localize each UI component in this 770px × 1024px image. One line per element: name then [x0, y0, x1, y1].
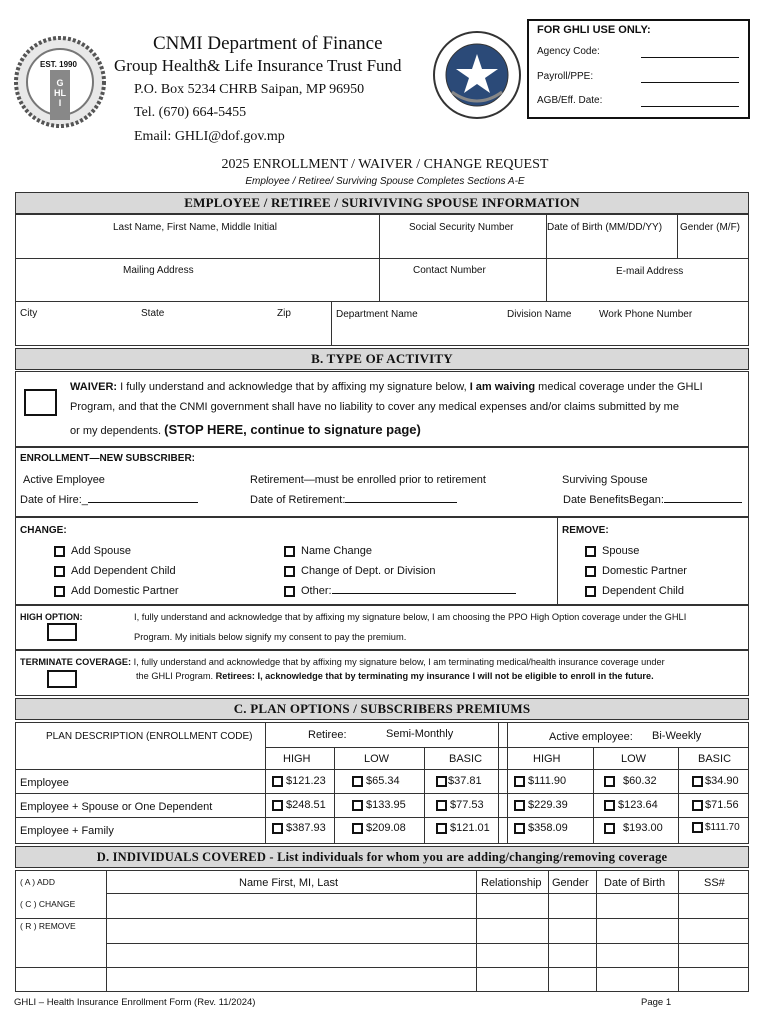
retiree-label: Retiree:	[308, 729, 347, 741]
payroll-field[interactable]	[641, 82, 739, 83]
checkbox-icon[interactable]	[284, 586, 295, 597]
checkbox-icon[interactable]	[692, 776, 703, 787]
premium-value: $387.93	[286, 822, 326, 834]
name-change-label: Name Change	[301, 545, 372, 557]
payroll-label: Payroll/PPE:	[537, 71, 594, 82]
code-remove: ( R ) REMOVE	[20, 921, 76, 931]
row-label-employee-family: Employee + Family	[20, 825, 114, 837]
premium-option[interactable]	[604, 822, 663, 834]
change-title: CHANGE:	[20, 525, 67, 536]
fund-name: Group Health& Life Insurance Trust Fund	[114, 56, 402, 75]
terminate-bold: Retirees: I, acknowledge that by terminating my insurance I will not be eligible to enroll in the future.	[215, 671, 654, 681]
date-benefits-began[interactable]	[563, 494, 742, 506]
form-subtitle: Employee / Retiree/ Surviving Spouse Completes Sections A-E	[245, 176, 525, 187]
premium-option[interactable]	[436, 775, 482, 787]
premium-option[interactable]	[272, 799, 326, 811]
checkbox-icon[interactable]	[284, 566, 295, 577]
waiver-label: WAIVER:	[70, 381, 118, 393]
terminate-text-2	[136, 671, 654, 681]
premium-value: $77.53	[450, 799, 484, 811]
premium-option[interactable]	[692, 775, 739, 787]
division-field[interactable]: Division Name	[507, 309, 572, 320]
code-change: ( C ) CHANGE	[20, 899, 76, 909]
active-employee-label: Active employee:	[549, 731, 633, 743]
retiree-frequency: Semi-Monthly	[386, 728, 454, 740]
remove-title: REMOVE:	[562, 525, 609, 536]
premium-option[interactable]	[352, 822, 406, 834]
other-option[interactable]	[284, 585, 516, 597]
checkbox-icon[interactable]	[604, 776, 615, 787]
remove-dependent-option[interactable]	[585, 585, 684, 597]
premium-value: $193.00	[623, 822, 663, 834]
checkbox-icon[interactable]	[284, 546, 295, 557]
plan-description-header: PLAN DESCRIPTION (ENROLLMENT CODE)	[46, 731, 253, 742]
checkbox-icon[interactable]	[352, 776, 363, 787]
ghli-use-title: FOR GHLI USE ONLY:	[537, 24, 651, 36]
checkbox-icon[interactable]	[272, 776, 283, 787]
terminate-t1: I, fully understand and acknowledge that by affixing my signature below, I am terminating medical/health insurance coverage under	[131, 657, 665, 667]
dob-field[interactable]: Date of Birth (MM/DD/YY)	[547, 222, 663, 233]
add-dependent-option[interactable]	[54, 565, 176, 577]
high-option-checkbox[interactable]	[47, 623, 77, 641]
code-add: ( A ) ADD	[20, 877, 55, 887]
premium-option[interactable]	[514, 799, 568, 811]
premium-option[interactable]	[272, 822, 326, 834]
add-spouse-option[interactable]	[54, 545, 131, 557]
premium-value: $37.81	[448, 775, 482, 787]
waiver-text-1	[70, 381, 703, 393]
col-ssn: SS#	[704, 877, 725, 889]
checkbox-icon[interactable]	[514, 800, 525, 811]
high-option-text-2: Program. My initials below signify my consent to pay the premium.	[134, 632, 407, 642]
terminate-checkbox[interactable]	[47, 670, 77, 688]
enrollment-title: ENROLLMENT—NEW SUBSCRIBER:	[20, 453, 195, 464]
section-a-box	[15, 214, 749, 346]
checkbox-icon[interactable]	[272, 823, 283, 834]
add-dependent-label: Add Dependent Child	[71, 565, 176, 577]
checkbox-icon[interactable]	[272, 800, 283, 811]
waiver-stop: (STOP HERE, continue to signature page)	[164, 422, 421, 437]
premium-option[interactable]	[604, 775, 657, 787]
col-retiree-basic: BASIC	[449, 753, 483, 765]
premium-option[interactable]	[692, 822, 740, 833]
date-of-retirement-label: Date of Retirement:	[250, 494, 346, 506]
change-dept-option[interactable]	[284, 565, 436, 577]
col-name: Name First, MI, Last	[239, 877, 339, 889]
add-domestic-partner-option[interactable]	[54, 585, 179, 597]
gender-field[interactable]: Gender (M/F)	[680, 222, 741, 233]
city-field[interactable]: City	[20, 308, 38, 319]
email-field[interactable]: E-mail Address	[616, 266, 684, 277]
checkbox-icon[interactable]	[692, 800, 703, 811]
waiver-text-2: Program, and that the CNMI government shall have no liability to cover any medical expenses and/or claims submitted by me	[70, 401, 679, 413]
premium-value: $358.09	[528, 822, 568, 834]
waiver-t2: medical coverage under the GHLI	[535, 381, 703, 393]
date-of-hire[interactable]	[20, 494, 198, 506]
remove-dependent-label: Dependent Child	[602, 585, 684, 597]
premium-option[interactable]	[272, 775, 326, 787]
checkbox-icon[interactable]	[436, 800, 447, 811]
section-d-header: D. INDIVIDUALS COVERED - List individuals for whom you are adding/changing/removing coverage	[15, 846, 749, 868]
premium-value: $60.32	[623, 775, 657, 787]
active-frequency: Bi-Weekly	[652, 730, 702, 742]
work-phone-field[interactable]: Work Phone Number	[599, 309, 693, 320]
phone: Tel. (670) 664-5455	[134, 105, 247, 120]
waiver-t3: or my dependents.	[70, 425, 165, 437]
checkbox-icon[interactable]	[54, 566, 65, 577]
premium-option[interactable]	[514, 775, 566, 787]
section-b-header: B. TYPE OF ACTIVITY	[15, 348, 749, 370]
name-change-option[interactable]	[284, 545, 372, 557]
col-retiree-high: HIGH	[283, 753, 311, 765]
row-label-employee-spouse: Employee + Spouse or One Dependent	[20, 801, 213, 813]
checkbox-icon[interactable]	[585, 546, 596, 557]
premium-option[interactable]	[692, 799, 739, 811]
ssn-field[interactable]: Social Security Number	[409, 222, 514, 233]
department-field[interactable]: Department Name	[336, 309, 418, 320]
form-id: GHLI – Health Insurance Enrollment Form (Rev. 11/2024)	[14, 997, 256, 1008]
date-of-hire-label: Date of Hire:_	[20, 494, 88, 506]
row-label-employee: Employee	[20, 777, 69, 789]
checkbox-icon[interactable]	[514, 823, 525, 834]
col-retiree-low: LOW	[364, 753, 390, 765]
remove-domestic-partner-option[interactable]	[585, 565, 687, 577]
add-spouse-label: Add Spouse	[71, 545, 131, 557]
premium-value: $65.34	[366, 775, 400, 787]
checkbox-icon[interactable]	[514, 776, 525, 787]
premium-option[interactable]	[436, 822, 490, 834]
premium-value: $133.95	[366, 799, 406, 811]
premium-option[interactable]	[604, 799, 658, 811]
waiver-bold: I am waiving	[469, 381, 536, 393]
ghli-use-box	[527, 19, 750, 119]
waiver-checkbox[interactable]	[24, 389, 57, 416]
checkbox-icon[interactable]	[352, 823, 363, 834]
remove-spouse-label: Spouse	[602, 545, 640, 557]
date-benefits-label: Date BenefitsBegan:	[563, 494, 664, 506]
col-relationship: Relationship	[481, 877, 542, 889]
checkbox-icon[interactable]	[604, 823, 615, 834]
premium-option[interactable]	[352, 799, 406, 811]
retirement-option[interactable]: Retirement—must be enrolled prior to retirement	[250, 474, 486, 486]
col-active-high: HIGH	[533, 753, 561, 765]
col-dob: Date of Birth	[604, 877, 666, 889]
ghli-logo	[12, 34, 108, 130]
agb-field[interactable]	[641, 106, 739, 107]
agency-code-field[interactable]	[641, 57, 739, 58]
premium-value: $111.90	[528, 775, 567, 787]
terminate-t2: the GHLI Program.	[136, 671, 216, 681]
page-number: Page 1	[641, 997, 672, 1008]
surviving-spouse-option[interactable]: Surviving Spouse	[562, 474, 648, 486]
zip-field[interactable]: Zip	[277, 308, 291, 319]
section-a-header: EMPLOYEE / RETIREE / SURIVIVING SPOUSE INFORMATION	[15, 192, 749, 214]
form-title: 2025 ENROLLMENT / WAIVER / CHANGE REQUEST	[221, 157, 549, 172]
premium-value: $111.70	[705, 822, 740, 834]
checkbox-icon[interactable]	[436, 823, 447, 834]
checkbox-icon[interactable]	[54, 546, 65, 557]
add-domestic-partner-label: Add Domestic Partner	[71, 585, 179, 597]
agency-code-label: Agency Code:	[537, 46, 600, 57]
premium-value: $248.51	[286, 799, 326, 811]
checkbox-icon[interactable]	[54, 586, 65, 597]
col-active-low: LOW	[621, 753, 647, 765]
change-dept-label: Change of Dept. or Division	[301, 565, 436, 577]
remove-spouse-option[interactable]	[585, 545, 639, 557]
checkbox-icon[interactable]	[692, 822, 703, 833]
state-field[interactable]: State	[141, 308, 165, 319]
premium-option[interactable]	[352, 775, 400, 787]
remove-domestic-partner-label: Domestic Partner	[602, 565, 687, 577]
premium-value: $121.01	[450, 822, 490, 834]
high-option-text-1: I, fully understand and acknowledge that by affixing my signature below, I am choosing the PPO High Option coverage under the GHLI	[134, 612, 687, 622]
email: Email: GHLI@dof.gov.mp	[134, 129, 285, 144]
logo-letters: GHLI	[54, 78, 66, 108]
premium-value: $123.64	[618, 799, 658, 811]
checkbox-icon[interactable]	[604, 800, 615, 811]
contact-number-field[interactable]: Contact Number	[413, 265, 486, 276]
col-active-basic: BASIC	[698, 753, 732, 765]
official-seal	[432, 30, 522, 120]
premium-value: $209.08	[366, 822, 406, 834]
waiver-text-3	[70, 421, 421, 439]
premium-value: $121.23	[286, 775, 326, 787]
active-employee-option[interactable]: Active Employee	[23, 474, 105, 486]
terminate-label: TERMINATE COVERAGE:	[20, 657, 132, 667]
waiver-t1: I fully understand and acknowledge that by affixing my signature below,	[117, 381, 470, 393]
col-gender: Gender	[552, 877, 589, 889]
org-name: CNMI Department of Finance	[153, 33, 383, 54]
logo-est-text: EST. 1990	[40, 60, 77, 69]
premium-value: $229.39	[528, 799, 568, 811]
date-of-retirement[interactable]	[250, 494, 457, 506]
name-field[interactable]: Last Name, First Name, Middle Initial	[113, 222, 277, 233]
premium-option[interactable]	[514, 822, 568, 834]
checkbox-icon[interactable]	[352, 800, 363, 811]
terminate-text-1	[20, 657, 665, 667]
other-label: Other:	[301, 585, 332, 597]
premium-option[interactable]	[436, 799, 484, 811]
premium-value: $71.56	[705, 799, 739, 811]
mailing-address-field[interactable]: Mailing Address	[123, 265, 194, 276]
checkbox-icon[interactable]	[436, 776, 447, 787]
checkbox-icon[interactable]	[585, 566, 596, 577]
premium-value: $34.90	[705, 775, 739, 787]
section-c-header: C. PLAN OPTIONS / SUBSCRIBERS PREMIUMS	[15, 698, 749, 720]
address: P.O. Box 5234 CHRB Saipan, MP 96950	[134, 82, 365, 97]
checkbox-icon[interactable]	[585, 586, 596, 597]
high-option-label: HIGH OPTION:	[20, 612, 83, 622]
agb-label: AGB/Eff. Date:	[537, 95, 603, 106]
